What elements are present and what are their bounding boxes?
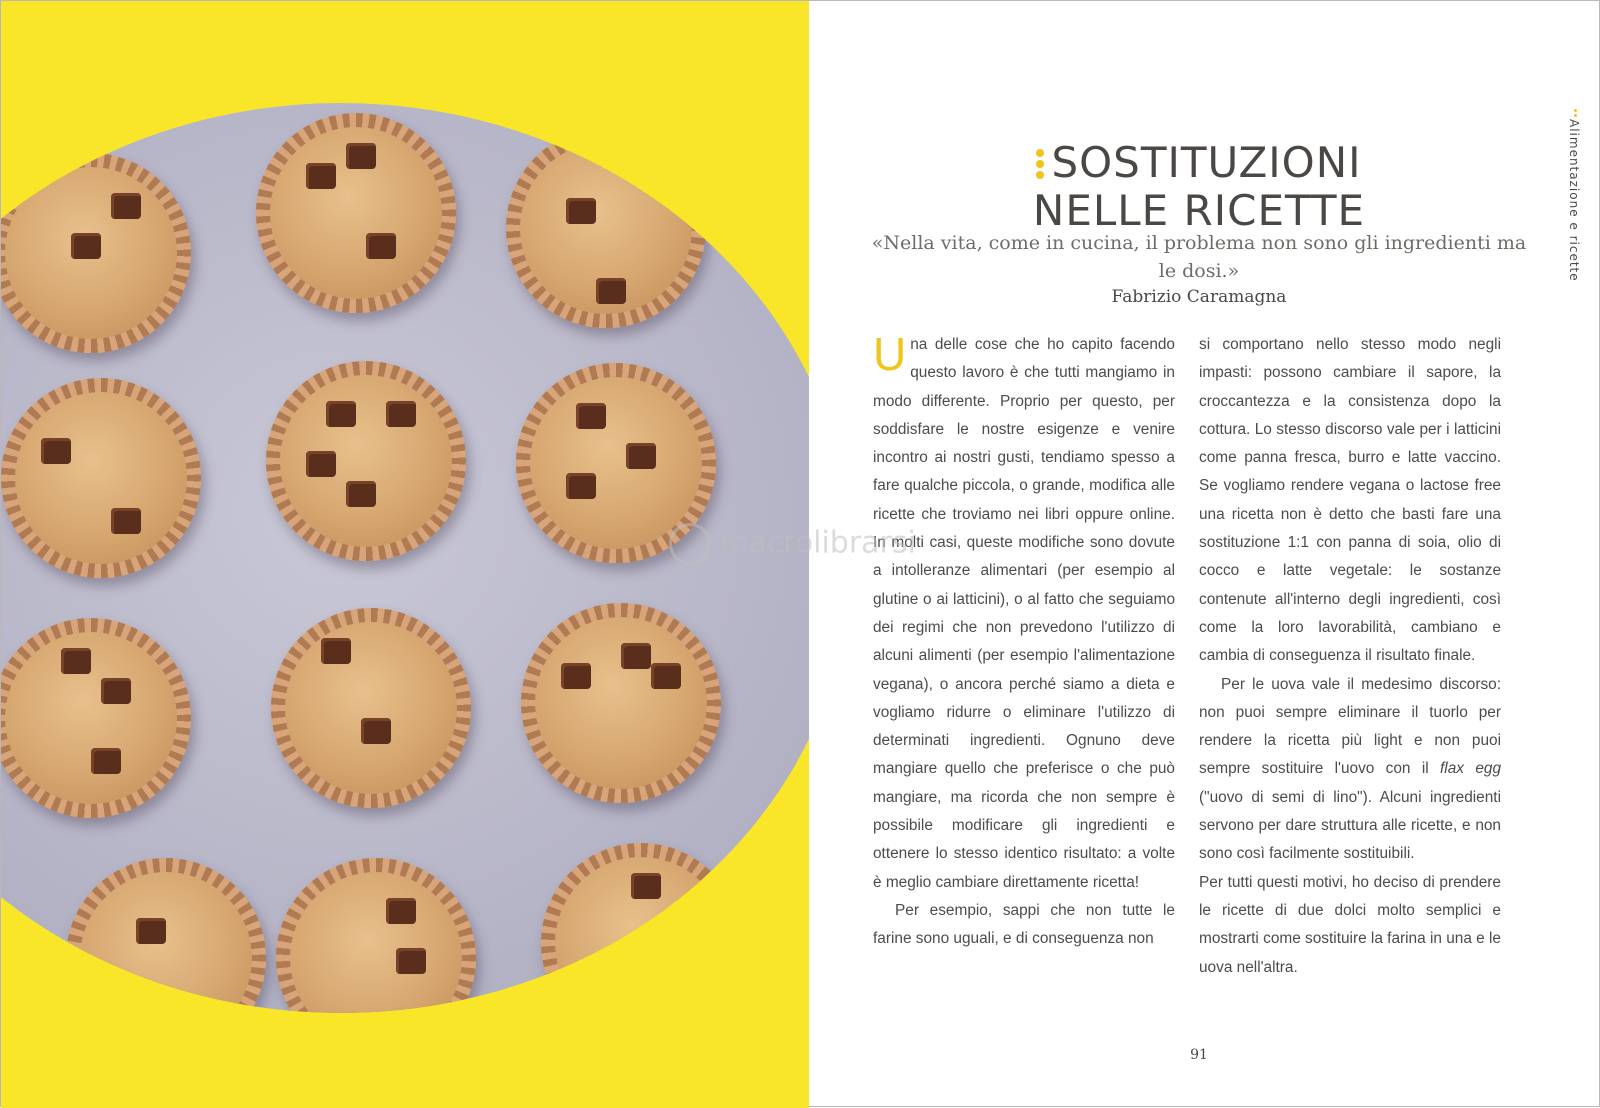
- muffins-photo: [1, 103, 809, 1013]
- muffin: [506, 128, 706, 328]
- side-accent-dots: [1574, 109, 1577, 119]
- muffin: [66, 858, 266, 1013]
- paragraph-text: ("uovo di semi di lino"). Alcuni ingredienti servono per dare struttura alle ricette, e non sono così facilmente sostituibili.: [1199, 788, 1501, 863]
- italic-term: flax egg: [1440, 760, 1502, 778]
- quote-author: Fabrizio Caramagna: [1111, 287, 1287, 307]
- paragraph-text: Per le uova vale il medesimo discorso: non puoi sempre eliminare il tuorlo per rendere la ricetta più light e non puoi sempre sostituire l'uovo con il: [1199, 675, 1501, 778]
- left-page: [1, 1, 809, 1108]
- muffin: [1, 618, 191, 818]
- muffin: [521, 603, 721, 803]
- paragraph-text: na delle cose che ho capito facendo questo lavoro è che tutti mangiamo in modo differente. Proprio per questo, per soddisfare le nostre esigenze e venire incontro ai nostri gusti, tendiamo spesso a fare qualche piccola, o grande, modifica alle ricette che troviamo nei libri oppure online. In molti casi, queste modifiche sono dovute a intolleranze alimentari (per esempio al glutine o ai latticini), o al fatto che seguiamo dei regimi che non prevedono l'utilizzo di alcuni alimenti (per esempio l'alimentazione vegana), o ancora perché siamo a dieta e vogliamo ridurre o eliminare l'utilizzo di determinati ingredienti. Ognuno deve mangiare quello che preferisce o che può mangiare, ma ricorda che non sempre è possibile modificare gli ingredienti e ottenere lo stesso identico risultato: a volte è meglio cambiare direttamente ricetta!: [873, 336, 1175, 891]
- muffin: [1, 378, 201, 578]
- right-page: [809, 1, 1600, 1108]
- paragraph: [1199, 671, 1501, 869]
- muffin: [516, 363, 716, 563]
- paragraph: [873, 328, 1175, 897]
- title-line-2: NELLE RICETTE: [1032, 186, 1366, 236]
- text-column-right: [1199, 331, 1501, 982]
- page-number: 91: [1190, 1047, 1208, 1063]
- paragraph: Per tutti questi motivi, ho deciso di prendere le ricette di due dolci molto semplici e mostrarti come sostituire la farina in una e le uova nell'altra.: [1199, 873, 1501, 976]
- muffin: [256, 113, 456, 313]
- page-title: [809, 139, 1589, 235]
- section-side-label: Alimentazione e ricette: [1567, 119, 1581, 282]
- quote-text: «Nella vita, come in cucina, il problema non sono gli ingredienti ma le dosi.»: [871, 232, 1527, 282]
- title-line-1: SOSTITUZIONI: [1051, 138, 1362, 188]
- muffin: [271, 608, 471, 808]
- muffin: [1, 153, 191, 353]
- muffin: [276, 858, 476, 1013]
- paragraph: si comportano nello stesso modo negli impasti: possono cambiare il sapore, la croccantezza e la consistenza dopo la cottura. Lo stesso discorso vale per i latticini come panna fresca, burro e latte vaccino. Se vogliamo rendere vegana o lactose free una ricetta non è detto che basti fare una sostituzione 1:1 con panna di soia, olio di cocco e latte vegetale: le sostanze contenute all'interno degli ingredienti, così come la loro lavorabilità, cambiano e cambia di conseguenza il risultato finale.: [1199, 336, 1501, 665]
- text-column-left: [873, 328, 1175, 954]
- drop-cap: U: [873, 328, 907, 380]
- title-accent-dots: [1036, 149, 1045, 182]
- paragraph: Per esempio, sappi che non tutte le farine sono uguali, e di conseguenza non: [873, 901, 1175, 948]
- muffin: [541, 843, 741, 1013]
- muffin: [266, 361, 466, 561]
- watermark-text: macrolibrarsi: [719, 525, 916, 561]
